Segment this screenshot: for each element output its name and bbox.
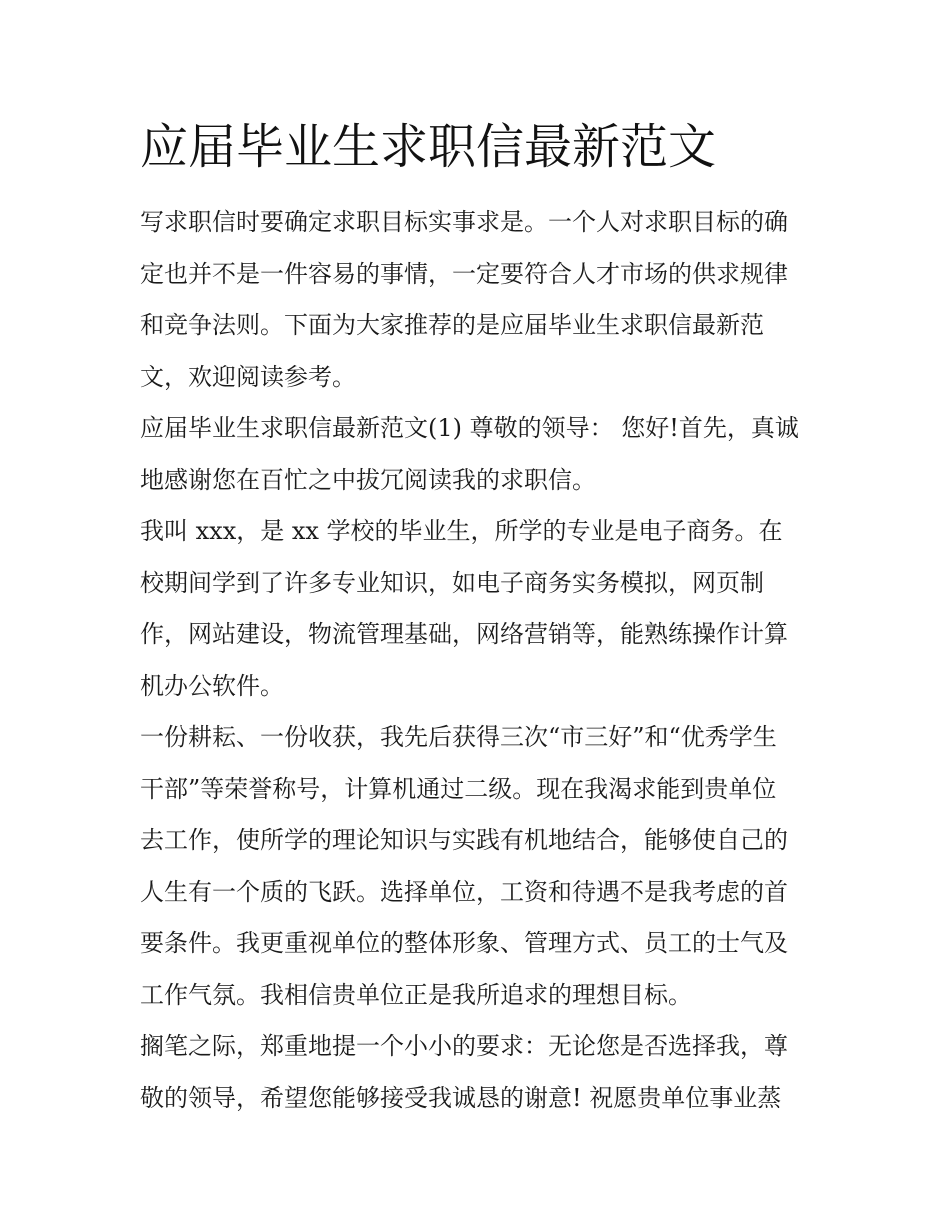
body-line: 搁笔之际，郑重地提一个小小的要求：无论您是否选择我，尊 xyxy=(140,1032,788,1060)
body-line: 写求职信时要确定求职目标实事求是。一个人对求职目标的确 xyxy=(140,208,788,236)
body-line: 机办公软件。 xyxy=(140,671,284,700)
body-line: 地感谢您在百忙之中拔冗阅读我的求职信。 xyxy=(140,465,596,494)
body-line: 去工作，使所学的理论知识与实践有机地结合，能够使自己的 xyxy=(140,826,788,854)
document-body xyxy=(140,197,815,1124)
body-line: 干部”等荣誉称号，计算机通过二级。现在我渴求能到贵单位 xyxy=(140,774,777,803)
body-line: 我叫 xxx，是 xx 学校的毕业生，所学的专业是电子商务。在 xyxy=(140,517,783,545)
body-line: 一份耕耘、一份收获，我先后获得三次“市三好”和“优秀学生 xyxy=(140,723,777,751)
body-line: 敬的领导，希望您能够接受我诚恳的谢意! 祝愿贵单位事业蒸 xyxy=(140,1083,782,1112)
body-line: 文，欢迎阅读参考。 xyxy=(140,362,356,391)
body-line: 应届毕业生求职信最新范文(1) 尊敬的领导： 您好!首先，真诚 xyxy=(140,414,799,442)
body-line: 工作气氛。我相信贵单位正是我所追求的理想目标。 xyxy=(140,980,692,1009)
body-line: 校期间学到了许多专业知识，如电子商务实务模拟，网页制 xyxy=(140,568,764,597)
body-line: 要条件。我更重视单位的整体形象、管理方式、员工的士气及 xyxy=(140,929,788,957)
body-line: 作，网站建设，物流管理基础，网络营销等，能熟练操作计算 xyxy=(140,620,788,648)
body-line: 定也并不是一件容易的事情，一定要符合人才市场的供求规律 xyxy=(140,259,788,288)
body-line: 人生有一个质的飞跃。选择单位，工资和待遇不是我考虑的首 xyxy=(140,877,788,906)
body-line: 和竞争法则。下面为大家推荐的是应届毕业生求职信最新范 xyxy=(140,311,764,339)
document-title: 应届毕业生求职信最新范文 xyxy=(140,119,717,175)
